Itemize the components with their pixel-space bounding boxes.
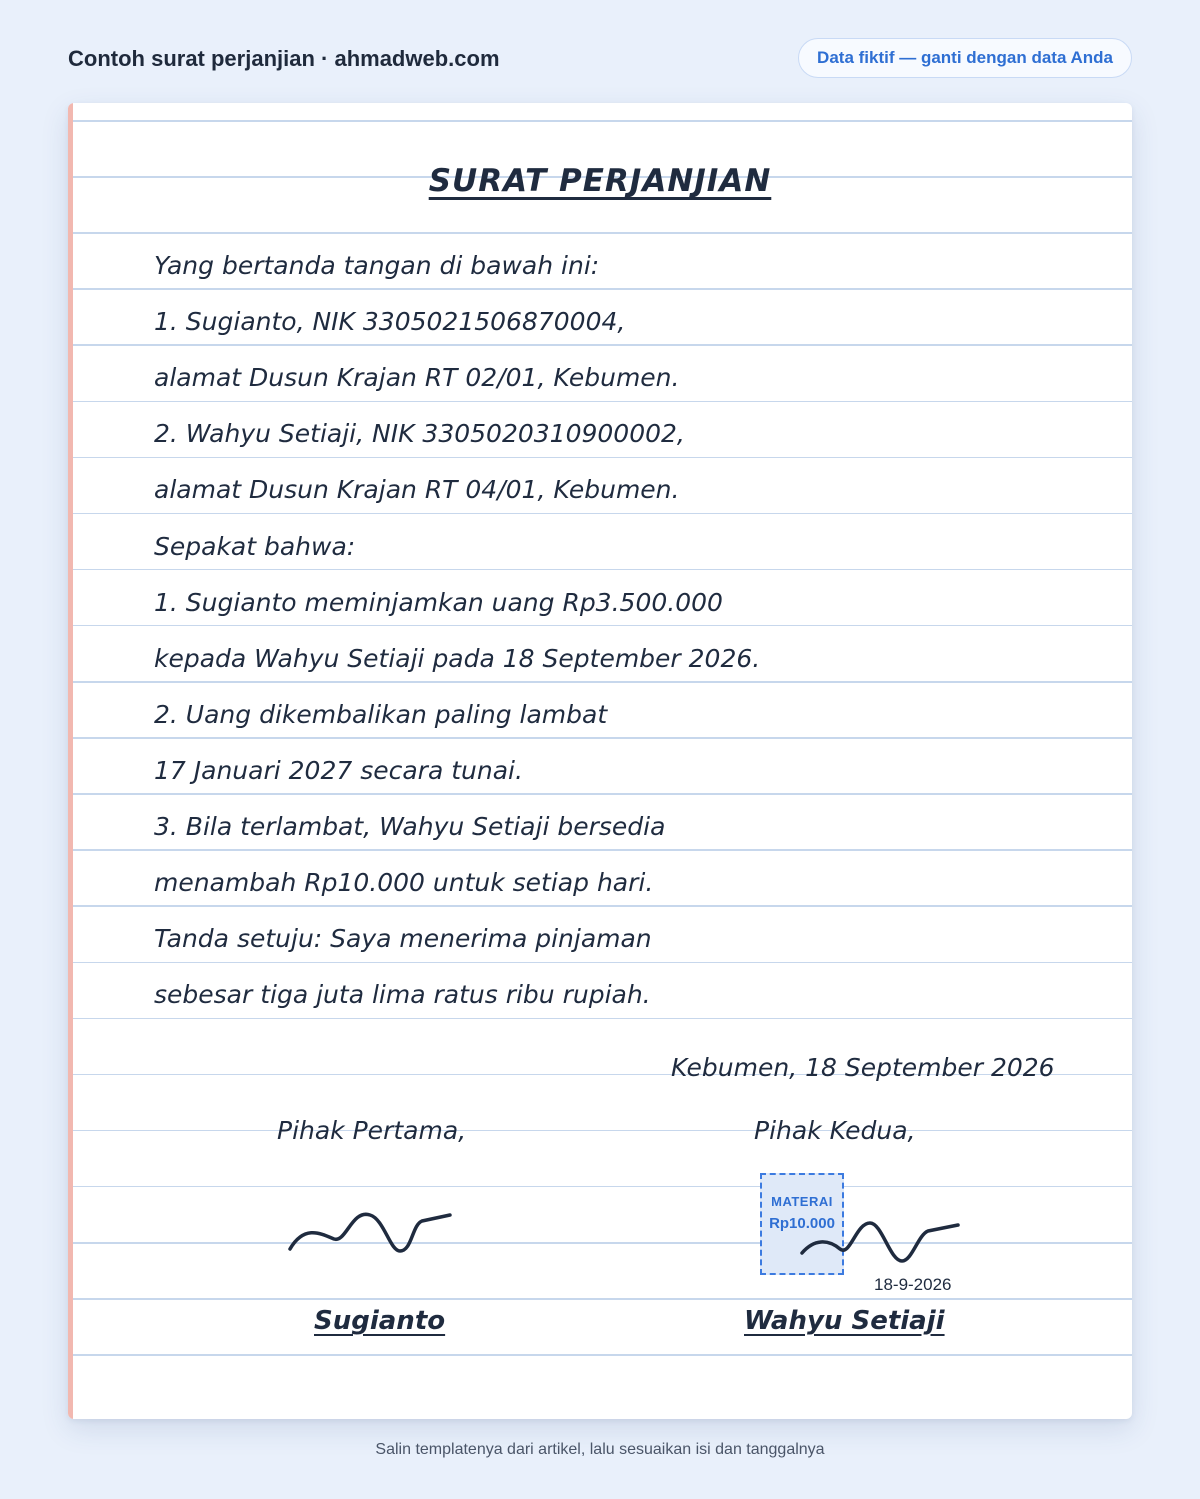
- ruled-line: [73, 569, 1132, 571]
- stamp-value: Rp10.000: [769, 1215, 835, 1232]
- ruled-line: [73, 513, 1132, 515]
- ruled-line: [73, 625, 1132, 627]
- second-party-signature: [798, 1211, 968, 1271]
- letter-line: Yang bertanda tangan di bawah ini:: [154, 251, 600, 280]
- ruled-line: [73, 1018, 1132, 1020]
- letter-line: alamat Dusun Krajan RT 04/01, Kebumen.: [154, 475, 680, 505]
- margin-line: [68, 103, 73, 1419]
- ruled-line: [73, 344, 1132, 346]
- ruled-line: [73, 793, 1132, 795]
- ruled-line: [73, 1242, 1132, 1244]
- stamp-date: 18-9-2026: [874, 1275, 952, 1294]
- letter-line: 1. Sugianto meminjamkan uang Rp3.500.000: [154, 587, 723, 617]
- fictitious-data-badge: Data fiktif — ganti dengan data Anda: [798, 38, 1132, 78]
- letter-line: 2. Wahyu Setiaji, NIK 3305020310900002,: [154, 419, 685, 449]
- letter-line: 3. Bila terlambat, Wahyu Setiaji bersedia: [154, 812, 666, 841]
- first-party-signature: [286, 1203, 456, 1263]
- stamp-title: MATERAI: [771, 1194, 833, 1209]
- letter-line: 1. Sugianto, NIK 3305021506870004,: [154, 307, 626, 337]
- first-party-name: Sugianto: [314, 1306, 446, 1336]
- ruled-line: [73, 457, 1132, 459]
- letter-line: 2. Uang dikembalikan paling lambat: [154, 699, 608, 729]
- ruled-line: [73, 288, 1132, 290]
- letter-line: menambah Rp10.000 untuk setiap hari.: [154, 868, 654, 898]
- letter-line: 17 Januari 2027 secara tunai.: [154, 755, 523, 785]
- letter-line: kepada Wahyu Setiaji pada 18 September 2026.: [154, 643, 761, 673]
- top-bar: [68, 38, 1132, 80]
- site-title: Contoh surat perjanjian · ahmadweb.com: [68, 46, 500, 71]
- letter-line: Tanda setuju: Saya menerima pinjaman: [154, 924, 652, 954]
- place-date: Kebumen, 18 September 2026: [671, 1053, 1055, 1082]
- ruled-line: [73, 401, 1132, 403]
- first-party-label: Pihak Pertama,: [277, 1116, 467, 1145]
- ruled-line: [73, 962, 1132, 964]
- letter-line: sebesar tiga juta lima ratus ribu rupiah.: [154, 980, 651, 1010]
- ruled-line: [73, 905, 1132, 907]
- second-party-label: Pihak Kedua,: [754, 1116, 916, 1145]
- letter-title-text: SURAT PERJANJIAN: [428, 163, 772, 199]
- ruled-line: [73, 849, 1132, 851]
- ruled-line: [73, 120, 1132, 122]
- ruled-line: [73, 232, 1132, 234]
- ruled-line: [73, 1354, 1132, 1356]
- second-party-name: Wahyu Setiaji: [744, 1306, 945, 1336]
- ruled-line: [73, 737, 1132, 739]
- ruled-line: [73, 681, 1132, 683]
- letter-line: alamat Dusun Krajan RT 02/01, Kebumen.: [154, 363, 680, 393]
- letter-title: [68, 163, 1132, 199]
- footer-note: Salin templatenya dari artikel, lalu sesuaikan isi dan tanggalnya: [375, 1441, 825, 1458]
- ruled-line: [73, 1186, 1132, 1188]
- letter-line: Sepakat bahwa:: [154, 531, 356, 561]
- ruled-line: [73, 1298, 1132, 1300]
- ruled-line: [73, 1130, 1132, 1132]
- letter-paper: [68, 103, 1132, 1419]
